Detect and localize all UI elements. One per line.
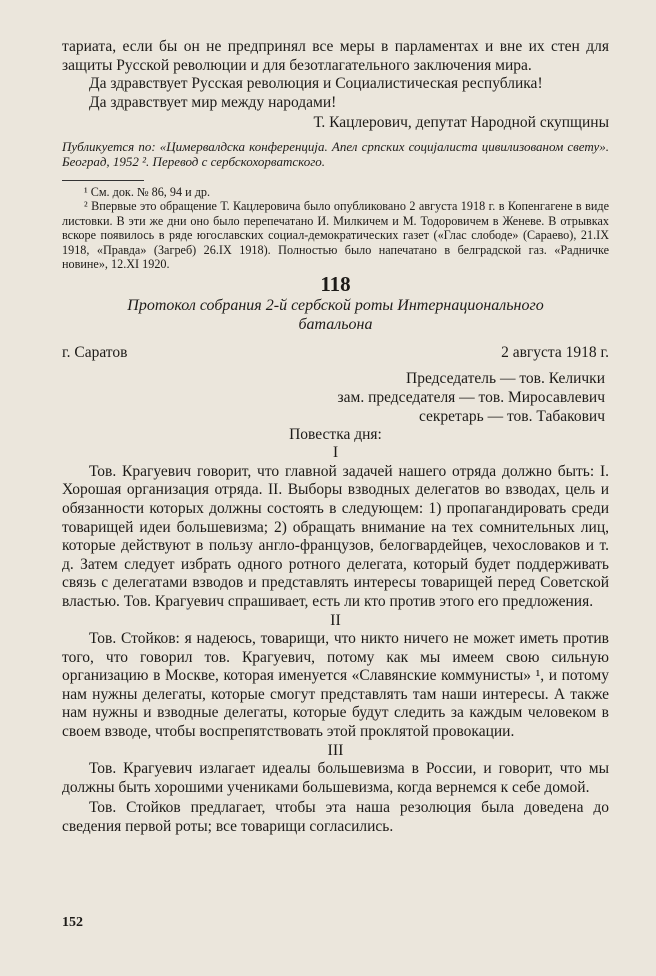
section-numeral-1: I (332, 444, 339, 462)
upper-block (62, 38, 609, 837)
slogan-peace: Да здравствует мир между народами! (89, 93, 337, 111)
role-chairman: Председатель — тов. Келички (406, 369, 605, 387)
section-2-paragraph: Тов. Стойков: я надеюсь, товарищи, что никто ничего не может иметь против того, что говорил тов. Крагуевич, потому как мы имеем свою сильную организацию в Москве, которая именуется «Славянские коммунисты» ¹, и потому нам нужны делегаты, которые смогут представлять там наши интересы. А также нам нужны и взводные делегаты, которые будут следить за каждым человеком в своем взводе, чтобы воспрепятствовать этой проклятой провокации. (62, 630, 609, 741)
officers-list (62, 369, 609, 426)
section-3-paragraph-2: Тов. Стойков предлагает, чтобы эта наша резолюция была доведена до сведения первой роты; все товарищи согласились. (62, 799, 609, 836)
footnote-2: ² Впервые это обращение Т. Кацлеровича было опубликовано 2 августа 1918 г. в Копенгагене в виде листовки. В эти же дни оно было перепечатано И. Милкичем и М. Тодоровичем в Женеве. В отрывках вскоре появилось в ряде югославских социал-демократических газет («Глас слободе» (Сараево), 21.IX 1918, «Правда» (Загреб) 26.IX 1918). Полностью было напечатано в белградской газ. «Радничке новине», 12.XI 1920. (62, 199, 609, 272)
agenda-label: Повестка дня: (289, 425, 382, 443)
section-1-paragraph: Тов. Крагуевич говорит, что главной задачей нашего отряда должно быть: I. Хорошая организация отряда. II. Выборы взводных делегатов во взводах, цель и обязанности которых должны состоять в следующем: 1) пропагандировать среди товарищей идеи большевизма; 2) обращать внимание на тех сомнительных лиц, которые действуют в пользу англо-французов, белогвардейцев, чехословаков и т. д. Затем следует избрать одного ротного делегата, который будет поддерживать связь с делегатами взводов и представлять интересы товарищей перед Советской властью. Тов. Крагуевич спрашивает, есть ли кто против этого его предложения. (62, 462, 609, 610)
role-secretary: секретарь — тов. Табакович (418, 407, 605, 425)
role-deputy-chairman: зам. председателя — тов. Миросавлевич (337, 388, 605, 406)
date: 2 августа 1918 г. (501, 343, 609, 361)
section-numeral-2: II (330, 611, 341, 629)
section-numeral-3: III (327, 741, 344, 759)
document-number: 118 (320, 271, 351, 296)
section-3-paragraph-1: Тов. Крагуевич излагает идеалы большевизма в России, и говорит, что мы должны быть хорошими учениками большевизма, когда вернемся к себе домой. (62, 760, 609, 796)
document-title: Протокол собрания 2-й сербской роты Интернационального батальона (127, 296, 544, 333)
slogan-revolution: Да здравствует Русская революция и Социалистическая республика! (89, 75, 543, 93)
signature: Т. Кацлерович, депутат Народной скупщины (313, 114, 609, 132)
footnote-1: ¹ См. док. № 86, 94 и др. (84, 184, 211, 199)
continued-paragraph: тариата, если бы он не предпринял все меры в парламентах и вне их стен для защиты Русской революции и для безотлагательного заключения мира. (62, 38, 609, 74)
publication-note: Публикуется по: «Цимервалдска конференција. Апел српских социјалиста цивилизованом свету». Београд, 1952 ². Перевод с сербскохорватского. (62, 138, 609, 170)
page-number: 152 (62, 915, 83, 930)
place: г. Саратов (62, 343, 128, 361)
footnote-divider (62, 180, 144, 181)
place-date-line (62, 344, 609, 363)
